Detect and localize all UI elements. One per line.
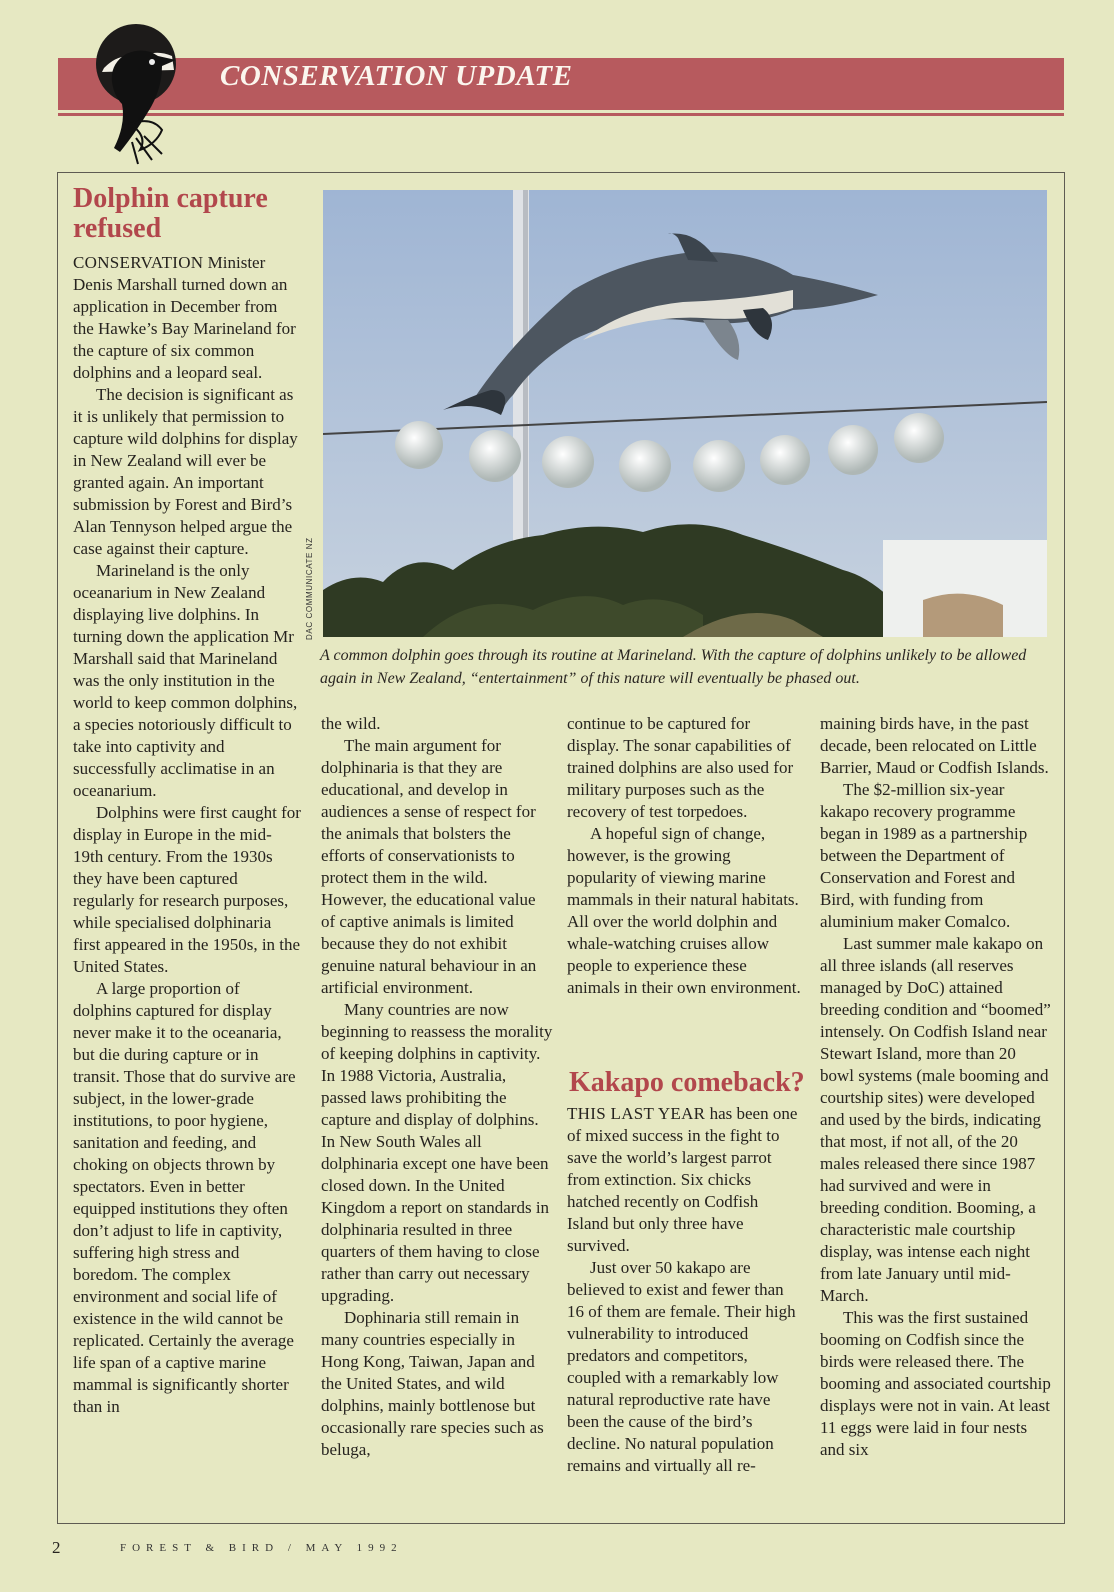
article-paragraph: CONSERVATION Minister Denis Marshall turned down an application in December from the Hawke’s Bay Marineland for the capture of six common dolphins and a leopard seal. — [73, 253, 296, 382]
article-paragraph: The main argument for dolphinaria is that they are educational, and develop in audiences a sense of respect for the animals that bolsters the efforts of conservationists to protect them in the wild. However, the educational value of captive animals is limited because they do not exhibit genuine natural behaviour in an artificial environment. — [321, 736, 537, 997]
article-column-4 — [820, 713, 1052, 1461]
article-column-3 — [567, 713, 802, 999]
article-paragraph: Dophinaria still remain in many countries especially in Hong Kong, Taiwan, Japan and the United States, and wild dolphins, mainly bottlenose but occasionally rare species such as beluga, — [321, 1308, 544, 1459]
section-title: CONSERVATION UPDATE — [220, 60, 573, 92]
headline-dolphin-capture: Dolphin capture refused — [73, 183, 268, 244]
page-number: 2 — [52, 1538, 61, 1557]
lead-in-caps: THIS LAST YEAR — [567, 1104, 706, 1123]
article-paragraph: A hopeful sign of change, however, is the growing popularity of viewing marine mammals in their natural habitats. All over the world dolphin and whale-watching cruises allow people to experience these animals in their own environment. — [567, 824, 801, 997]
headline-kakapo-comeback: Kakapo comeback? — [569, 1067, 805, 1098]
article-paragraph: the wild. — [321, 714, 381, 733]
article-paragraph: maining birds have, in the past decade, been relocated on Little Barrier, Maud or Codfish Islands. — [820, 714, 1049, 777]
article-paragraph: A large proportion of dolphins captured for display never make it to the oceanaria, but die during capture or in transit. Those that do survive are subject, in the lower-grade institutions, to poor hygiene, sanitation and feeding, and choking on objects thrown by spectators. Even in better equipped institutions they often don’t adjust to life in captivity, suffering high stress and boredom. The complex environment and social life of existence in the wild cannot be replicated. Certainly the average life span of a captive marine mammal is significantly shorter than in — [73, 979, 296, 1416]
article-paragraph: This was the first sustained booming on Codfish since the birds were released there. The booming and associated courtship displays were not in vain. At least 11 eggs were laid in four nests and six — [820, 1308, 1051, 1459]
photo-caption: A common dolphin goes through its routine at Marineland. With the capture of dolphins unlikely to be allowed again in New Zealand, “entertainment” of this nature will eventually be phased out. — [320, 647, 1027, 687]
article-paragraph: continue to be captured for display. The sonar capabilities of trained dolphins are also used for military purposes such as the recovery of test torpedoes. — [567, 714, 794, 821]
article-paragraph: Just over 50 kakapo are believed to exist and fewer than 16 of them are female. Their high vulnerability to introduced predators and competitors, coupled with a remarkably low natural reproductive rate have been the cause of the bird’s decline. No natural population remains and virtually all re- — [567, 1258, 796, 1475]
article-column-1 — [73, 252, 301, 1418]
magazine-footer: FOREST & BIRD / MAY 1992 — [120, 1542, 403, 1554]
article-paragraph: THIS LAST YEAR has been one of mixed success in the fight to save the world’s largest parrot from extinction. Six chicks hatched recently on Codfish Island but only three have survived. — [567, 1104, 798, 1255]
article-paragraph: Many countries are now beginning to reassess the morality of keeping dolphins in captivity. In 1988 Victoria, Australia, passed laws prohibiting the capture and display of dolphins. In New South Wales all dolphinaria except one have been closed down. In the United Kingdom a report on standards in dolphinaria resulted in three quarters of them having to close rather than carry out necessary upgrading. — [321, 1000, 553, 1305]
article-paragraph: The decision is significant as it is unlikely that permission to capture wild dolphins for display in New Zealand will ever be granted again. An important submission by Forest and Bird’s Alan Tennyson helped argue the case against their capture. — [73, 385, 298, 558]
article-paragraph: Marineland is the only oceanarium in New Zealand displaying live dolphins. In turning down the application Mr Marshall said that Marineland was the only institution in the world to keep common dolphins, a species notoriously difficult to take into captivity and successfully acclimatise in an oceanarium. — [73, 561, 298, 800]
article-column-2 — [321, 713, 553, 1461]
article-column-3-lower — [567, 1103, 802, 1477]
kokako-bird-icon — [92, 20, 188, 166]
photo-credit: DAC COMMUNICATE NZ — [305, 537, 314, 640]
article-paragraph: Last summer male kakapo on all three islands (all reserves managed by DoC) attained breeding condition and “boomed” intensely. On Codfish Island near Stewart Island, more than 20 bowl systems (male booming and courtship sites) were developed and used by the birds, indicating that most, if not all, of the 20 males released there since 1987 had survived and were in breeding condition. Booming, a characteristic male courtship display, was intense each night from late January until mid-March. — [820, 934, 1051, 1305]
article-paragraph: The $2-million six-year kakapo recovery programme began in 1989 as a partnership between the Department of Conservation and Forest and Bird, with funding from aluminium maker Comalco. — [820, 780, 1028, 931]
dolphin-photo — [323, 190, 1047, 637]
lead-in-caps: CONSERVATION — [73, 253, 204, 272]
article-paragraph: Dolphins were first caught for display in Europe in the mid-19th century. From the 1930s they have been captured regularly for research purposes, while specialised dolphinaria first appeared in the 1950s, in the United States. — [73, 803, 301, 976]
